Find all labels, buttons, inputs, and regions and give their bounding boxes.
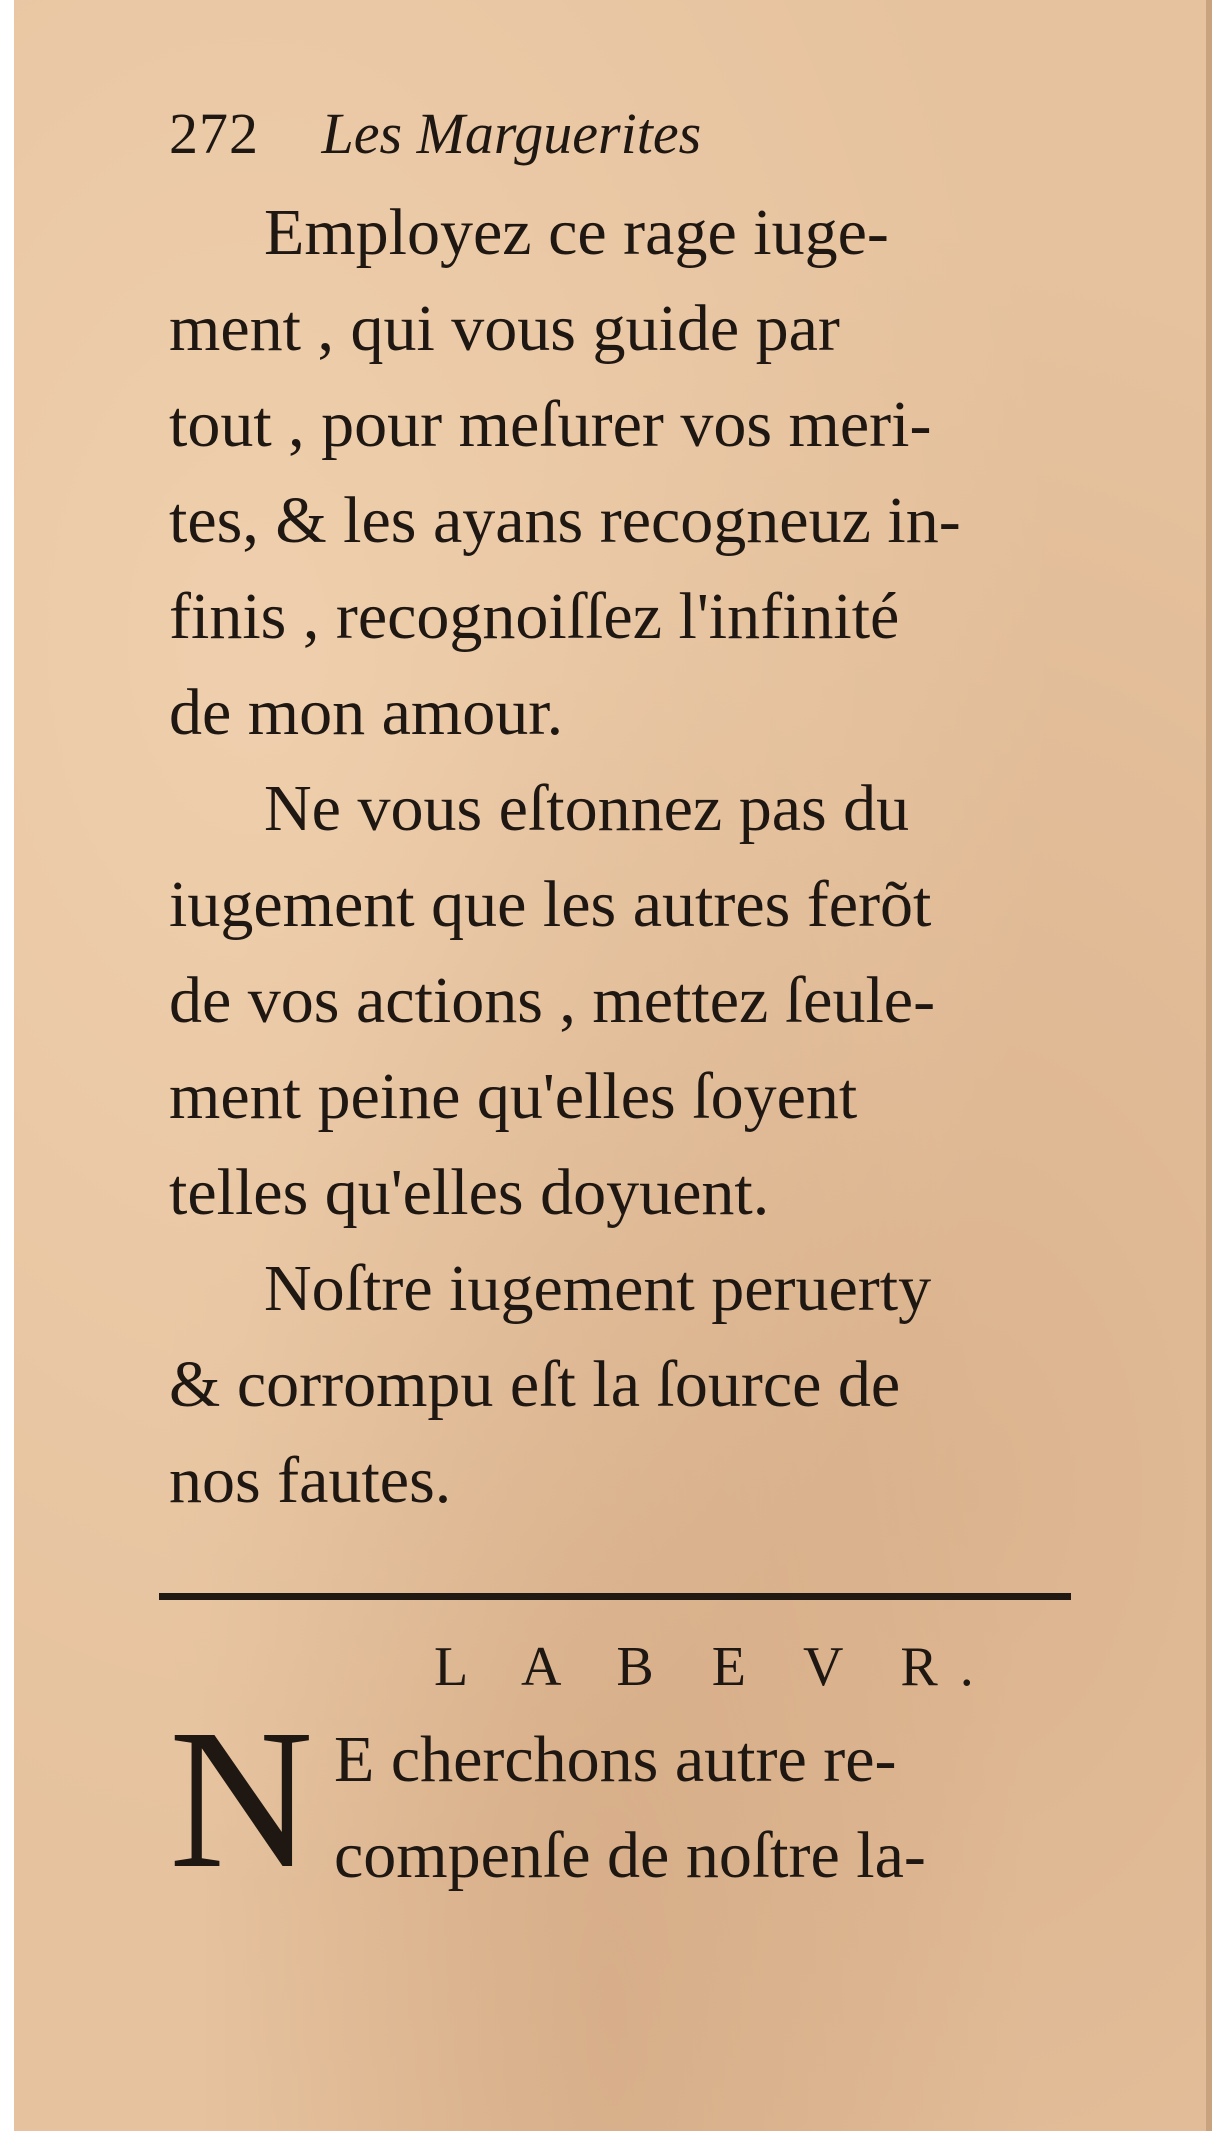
text-line: nos fautes.: [169, 1444, 452, 1517]
text-line: iugement que les autres ferõt: [169, 868, 932, 941]
text-line: telles qu'elles doyuent.: [169, 1156, 770, 1229]
text-line: de vos actions , mettez ſeule-: [169, 964, 936, 1037]
page-number: 272: [169, 101, 259, 166]
text-line: Employez ce rage iuge-: [264, 196, 889, 269]
running-header: [169, 100, 701, 167]
running-title: Les Marguerites: [321, 101, 702, 166]
text-line: tout , pour meſurer vos meri-: [169, 388, 932, 461]
section-divider: [159, 1593, 1071, 1600]
text-line: finis , recognoiſſez l'infinité: [169, 580, 900, 653]
text-line: E cherchons autre re-: [334, 1723, 897, 1796]
book-page: [14, 0, 1212, 2131]
text-line: compenſe de noſtre la-: [334, 1819, 926, 1892]
text-line: tes, & les ayans recogneuz in-: [169, 484, 961, 557]
text-line: Noſtre iugement peruerty: [264, 1252, 932, 1325]
text-line: de mon amour.: [169, 676, 564, 749]
section-title: L A B E V R.: [434, 1636, 996, 1698]
text-line: & corrompu eſt la ſource de: [169, 1348, 901, 1421]
text-line: ment , qui vous guide par: [169, 292, 840, 365]
text-line: ment peine qu'elles ſoyent: [169, 1060, 858, 1133]
text-line: Ne vous eſtonnez pas du: [264, 772, 910, 845]
drop-cap: N: [169, 1689, 314, 1910]
